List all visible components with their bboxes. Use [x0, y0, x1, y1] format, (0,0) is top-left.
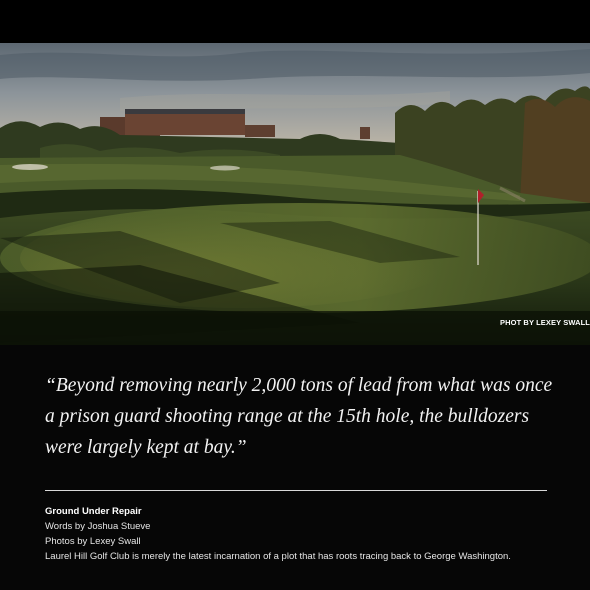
author-credit: Words by Joshua Stueve — [45, 521, 151, 532]
article-summary: Laurel Hill Golf Club is merely the latest incarnation of a plot that has roots tracing back to George Washington. — [45, 551, 511, 562]
top-band — [0, 0, 590, 43]
article-meta — [45, 504, 585, 564]
hero-photo — [0, 43, 590, 345]
photo-credit: PHOT BY LEXEY SWALL — [500, 318, 590, 327]
pull-quote: “Beyond removing nearly 2,000 tons of lead from what was once a prison guard shooting range at the 15th hole, the bulldozers were largely kept at bay.” — [45, 375, 553, 458]
photographer-credit: Photos by Lexey Swall — [45, 536, 141, 547]
divider — [45, 490, 547, 491]
article-title[interactable]: Ground Under Repair — [45, 506, 142, 517]
golf-course-image — [0, 43, 590, 345]
